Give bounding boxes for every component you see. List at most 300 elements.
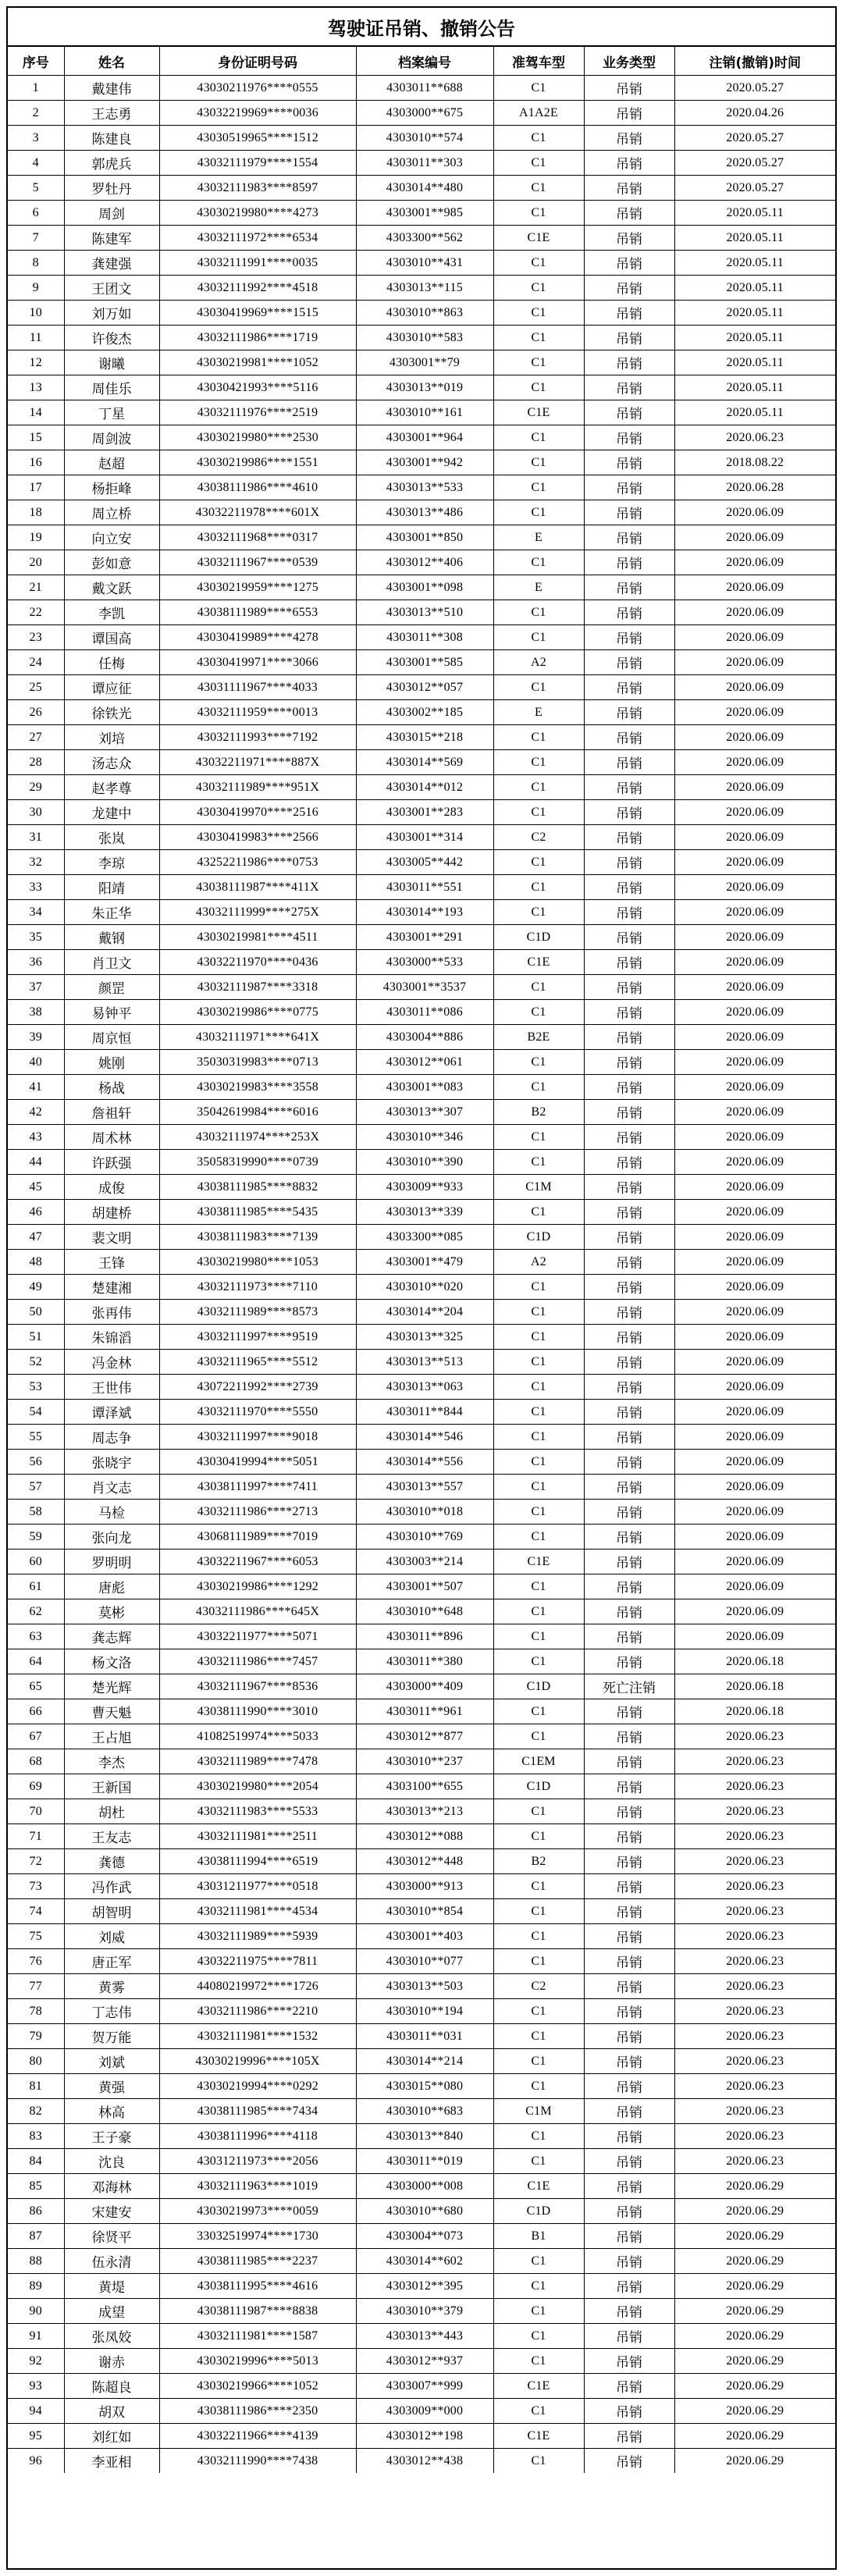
cell-id-number: 43038111985****2237: [159, 2249, 356, 2274]
cell-name: 莫彬: [64, 1599, 159, 1624]
cell-id-number: 43038111995****4616: [159, 2274, 356, 2299]
cell-file-number: 4303001**479: [356, 1250, 493, 1275]
cell-file-number: 4303014**556: [356, 1450, 493, 1475]
table-row: [8, 2374, 835, 2399]
cell-business-type: 吊销: [584, 1849, 674, 1874]
cell-file-number: 4303013**840: [356, 2124, 493, 2149]
cell-revocation-date: 2020.06.09: [674, 675, 835, 700]
cell-file-number: 4303013**019: [356, 375, 493, 400]
cell-index: 92: [8, 2349, 64, 2374]
cell-id-number: 43032111965****5512: [159, 1350, 356, 1375]
cell-revocation-date: 2020.06.09: [674, 1624, 835, 1649]
cell-file-number: 4303000**409: [356, 1674, 493, 1699]
cell-id-number: 43032111968****0317: [159, 525, 356, 550]
cell-index: 96: [8, 2449, 64, 2474]
cell-file-number: 4303010**683: [356, 2099, 493, 2124]
cell-name: 李杰: [64, 1749, 159, 1774]
cell-vehicle-class: C1: [493, 1000, 584, 1025]
cell-name: 楚建湘: [64, 1275, 159, 1300]
cell-id-number: 43030219994****0292: [159, 2074, 356, 2099]
cell-vehicle-class: C1: [493, 1075, 584, 1100]
cell-name: 彭如意: [64, 550, 159, 575]
cell-business-type: 吊销: [584, 1924, 674, 1949]
cell-index: 22: [8, 600, 64, 625]
cell-id-number: 43030219986****1292: [159, 1574, 356, 1599]
cell-revocation-date: 2020.06.23: [674, 1974, 835, 1999]
cell-index: 13: [8, 375, 64, 400]
cell-file-number: 4303010**680: [356, 2199, 493, 2224]
cell-file-number: 4303011**551: [356, 875, 493, 900]
cell-vehicle-class: C1D: [493, 1774, 584, 1799]
cell-vehicle-class: E: [493, 575, 584, 600]
cell-revocation-date: 2020.06.09: [674, 1075, 835, 1100]
cell-index: 55: [8, 1425, 64, 1450]
cell-file-number: 4303014**569: [356, 750, 493, 775]
cell-index: 63: [8, 1624, 64, 1649]
cell-business-type: 吊销: [584, 350, 674, 375]
cell-file-number: 4303014**012: [356, 775, 493, 800]
cell-file-number: 4303013**443: [356, 2324, 493, 2349]
cell-name: 成俊: [64, 1175, 159, 1200]
cell-id-number: 43032219969****0036: [159, 101, 356, 126]
cell-vehicle-class: C1: [493, 900, 584, 925]
cell-vehicle-class: C1: [493, 375, 584, 400]
cell-vehicle-class: C1: [493, 1525, 584, 1550]
cell-index: 10: [8, 301, 64, 326]
cell-revocation-date: 2020.06.09: [674, 1275, 835, 1300]
cell-revocation-date: 2020.06.23: [674, 1824, 835, 1849]
cell-revocation-date: 2020.06.23: [674, 1924, 835, 1949]
cell-id-number: 43038111986****2350: [159, 2399, 356, 2424]
cell-name: 赵超: [64, 450, 159, 475]
cell-index: 69: [8, 1774, 64, 1799]
cell-index: 81: [8, 2074, 64, 2099]
cell-file-number: 4303012**395: [356, 2274, 493, 2299]
cell-file-number: 4303013**513: [356, 1350, 493, 1375]
cell-index: 14: [8, 400, 64, 425]
cell-business-type: 吊销: [584, 1824, 674, 1849]
cell-vehicle-class: C1: [493, 276, 584, 301]
cell-id-number: 35042619984****6016: [159, 1100, 356, 1125]
cell-id-number: 43032111967****0539: [159, 550, 356, 575]
cell-id-number: 43032111971****641X: [159, 1025, 356, 1050]
cell-id-number: 44080219972****1726: [159, 1974, 356, 1999]
cell-file-number: 4303001**942: [356, 450, 493, 475]
cell-index: 3: [8, 126, 64, 151]
cell-index: 67: [8, 1724, 64, 1749]
cell-business-type: 吊销: [584, 176, 674, 201]
cell-business-type: 吊销: [584, 1974, 674, 1999]
cell-file-number: 4303013**486: [356, 500, 493, 525]
table-row: [8, 725, 835, 750]
cell-revocation-date: 2020.06.09: [674, 1599, 835, 1624]
cell-file-number: 4303014**602: [356, 2249, 493, 2274]
cell-business-type: 吊销: [584, 2299, 674, 2324]
cell-vehicle-class: C1: [493, 1150, 584, 1175]
cell-file-number: 4303009**933: [356, 1175, 493, 1200]
cell-index: 35: [8, 925, 64, 950]
cell-vehicle-class: C1: [493, 2324, 584, 2349]
cell-name: 胡杜: [64, 1799, 159, 1824]
cell-file-number: 4303011**303: [356, 151, 493, 176]
cell-file-number: 4303010**077: [356, 1949, 493, 1974]
cell-file-number: 4303013**510: [356, 600, 493, 625]
table-row: [8, 1774, 835, 1799]
cell-vehicle-class: C1: [493, 1500, 584, 1525]
cell-name: 宋建安: [64, 2199, 159, 2224]
table-row: [8, 251, 835, 276]
cell-index: 16: [8, 450, 64, 475]
cell-vehicle-class: C1: [493, 1300, 584, 1325]
cell-business-type: 吊销: [584, 326, 674, 350]
cell-id-number: 43030419970****2516: [159, 800, 356, 825]
table-row: [8, 2149, 835, 2174]
cell-name: 汤志众: [64, 750, 159, 775]
cell-revocation-date: 2020.06.29: [674, 2349, 835, 2374]
cell-name: 周术林: [64, 1125, 159, 1150]
cell-vehicle-class: C1E: [493, 226, 584, 251]
cell-vehicle-class: C1: [493, 2074, 584, 2099]
cell-index: 82: [8, 2099, 64, 2124]
cell-revocation-date: 2020.06.29: [674, 2249, 835, 2274]
cell-vehicle-class: C2: [493, 1974, 584, 1999]
cell-business-type: 吊销: [584, 775, 674, 800]
header-index: 序号: [8, 47, 64, 76]
cell-revocation-date: 2020.06.29: [674, 2324, 835, 2349]
cell-file-number: 4303001**850: [356, 525, 493, 550]
cell-business-type: 吊销: [584, 625, 674, 650]
table-row: [8, 2049, 835, 2074]
cell-vehicle-class: C1: [493, 201, 584, 226]
cell-vehicle-class: C1: [493, 176, 584, 201]
cell-revocation-date: 2020.06.18: [674, 1699, 835, 1724]
table-row: [8, 1425, 835, 1450]
cell-revocation-date: 2020.06.18: [674, 1649, 835, 1674]
cell-name: 张岚: [64, 825, 159, 850]
table-row: [8, 1325, 835, 1350]
cell-vehicle-class: C1: [493, 1275, 584, 1300]
cell-revocation-date: 2020.06.29: [674, 2224, 835, 2249]
cell-vehicle-class: C1M: [493, 2099, 584, 2124]
cell-file-number: 4303010**854: [356, 1899, 493, 1924]
cell-business-type: 吊销: [584, 2174, 674, 2199]
cell-business-type: 吊销: [584, 825, 674, 850]
table-row: [8, 575, 835, 600]
cell-revocation-date: 2020.06.09: [674, 1200, 835, 1225]
cell-index: 51: [8, 1325, 64, 1350]
cell-vehicle-class: C1: [493, 126, 584, 151]
cell-file-number: 4303001**985: [356, 201, 493, 226]
cell-revocation-date: 2020.06.09: [674, 550, 835, 575]
cell-name: 王志勇: [64, 101, 159, 126]
cell-business-type: 吊销: [584, 1300, 674, 1325]
cell-vehicle-class: C1: [493, 1924, 584, 1949]
cell-vehicle-class: C1E: [493, 400, 584, 425]
table-row: [8, 1724, 835, 1749]
cell-business-type: 吊销: [584, 1150, 674, 1175]
table-row: [8, 800, 835, 825]
cell-id-number: 41082519974****5033: [159, 1724, 356, 1749]
cell-business-type: 吊销: [584, 1749, 674, 1774]
table-row: [8, 1849, 835, 1874]
table-row: [8, 1250, 835, 1275]
cell-revocation-date: 2020.06.09: [674, 725, 835, 750]
cell-index: 11: [8, 326, 64, 350]
cell-index: 64: [8, 1649, 64, 1674]
table-row: [8, 2299, 835, 2324]
cell-business-type: 吊销: [584, 2249, 674, 2274]
cell-index: 68: [8, 1749, 64, 1774]
cell-vehicle-class: C1: [493, 1699, 584, 1724]
cell-business-type: 吊销: [584, 1050, 674, 1075]
cell-vehicle-class: C1: [493, 251, 584, 276]
cell-name: 刘红如: [64, 2424, 159, 2449]
cell-business-type: 吊销: [584, 375, 674, 400]
cell-name: 罗牡丹: [64, 176, 159, 201]
cell-file-number: 4303013**325: [356, 1325, 493, 1350]
cell-business-type: 吊销: [584, 1500, 674, 1525]
cell-revocation-date: 2020.04.26: [674, 101, 835, 126]
cell-vehicle-class: C1: [493, 1375, 584, 1400]
cell-id-number: 43030219983****3558: [159, 1075, 356, 1100]
cell-vehicle-class: C1E: [493, 2374, 584, 2399]
cell-id-number: 43030419983****2566: [159, 825, 356, 850]
cell-name: 姚刚: [64, 1050, 159, 1075]
cell-name: 龚德: [64, 1849, 159, 1874]
cell-vehicle-class: C1D: [493, 2199, 584, 2224]
cell-id-number: 43030219959****1275: [159, 575, 356, 600]
cell-index: 19: [8, 525, 64, 550]
cell-revocation-date: 2020.06.23: [674, 1849, 835, 1874]
cell-business-type: 吊销: [584, 575, 674, 600]
cell-file-number: 4303010**574: [356, 126, 493, 151]
cell-name: 张再伟: [64, 1300, 159, 1325]
cell-id-number: 43038111990****3010: [159, 1699, 356, 1724]
cell-business-type: 吊销: [584, 2074, 674, 2099]
cell-name: 周剑: [64, 201, 159, 226]
cell-business-type: 吊销: [584, 2274, 674, 2299]
cell-revocation-date: 2020.05.11: [674, 400, 835, 425]
table-row: [8, 1025, 835, 1050]
cell-vehicle-class: C1: [493, 450, 584, 475]
cell-index: 48: [8, 1250, 64, 1275]
cell-id-number: 43031111967****4033: [159, 675, 356, 700]
cell-name: 刘万如: [64, 301, 159, 326]
cell-index: 36: [8, 950, 64, 975]
cell-file-number: 4303010**431: [356, 251, 493, 276]
cell-revocation-date: 2020.06.09: [674, 925, 835, 950]
cell-revocation-date: 2020.06.23: [674, 1949, 835, 1974]
cell-file-number: 4303100**655: [356, 1774, 493, 1799]
cell-id-number: 43032111970****5550: [159, 1400, 356, 1425]
table-row: [8, 276, 835, 301]
cell-id-number: 43032111974****253X: [159, 1125, 356, 1150]
cell-vehicle-class: C1: [493, 2149, 584, 2174]
table-row: [8, 1624, 835, 1649]
cell-id-number: 43030421993****5116: [159, 375, 356, 400]
cell-index: 89: [8, 2274, 64, 2299]
cell-revocation-date: 2020.06.29: [674, 2174, 835, 2199]
cell-vehicle-class: C1: [493, 1824, 584, 1849]
cell-file-number: 4303014**480: [356, 176, 493, 201]
cell-business-type: 吊销: [584, 1574, 674, 1599]
cell-business-type: 吊销: [584, 2199, 674, 2224]
cell-vehicle-class: C1: [493, 1999, 584, 2024]
cell-name: 谢赤: [64, 2349, 159, 2374]
cell-name: 龚志辉: [64, 1624, 159, 1649]
cell-index: 84: [8, 2149, 64, 2174]
cell-index: 38: [8, 1000, 64, 1025]
cell-name: 谭应征: [64, 675, 159, 700]
cell-file-number: 4303007**999: [356, 2374, 493, 2399]
cell-index: 88: [8, 2249, 64, 2274]
header-vehicle-class: 准驾车型: [493, 47, 584, 76]
cell-vehicle-class: C1E: [493, 950, 584, 975]
cell-business-type: 吊销: [584, 700, 674, 725]
table-row: [8, 151, 835, 176]
cell-vehicle-class: B2: [493, 1849, 584, 1874]
cell-revocation-date: 2020.06.09: [674, 1350, 835, 1375]
cell-vehicle-class: A2: [493, 650, 584, 675]
table-row: [8, 2099, 835, 2124]
cell-business-type: 吊销: [584, 2399, 674, 2424]
cell-id-number: 43030219986****0775: [159, 1000, 356, 1025]
cell-name: 王子豪: [64, 2124, 159, 2149]
cell-index: 27: [8, 725, 64, 750]
cell-file-number: 4303013**533: [356, 475, 493, 500]
cell-id-number: 43032111986****2210: [159, 1999, 356, 2024]
table-row: [8, 900, 835, 925]
cell-business-type: 吊销: [584, 1025, 674, 1050]
cell-file-number: 4303004**886: [356, 1025, 493, 1050]
cell-name: 黄堤: [64, 2274, 159, 2299]
cell-index: 71: [8, 1824, 64, 1849]
cell-file-number: 4303300**562: [356, 226, 493, 251]
cell-revocation-date: 2020.06.09: [674, 975, 835, 1000]
cell-file-number: 4303000**675: [356, 101, 493, 126]
table-row: [8, 1500, 835, 1525]
cell-name: 赵孝尊: [64, 775, 159, 800]
table-row: [8, 550, 835, 575]
table-row: [8, 1949, 835, 1974]
cell-name: 张凤姣: [64, 2324, 159, 2349]
cell-name: 胡双: [64, 2399, 159, 2424]
cell-index: 56: [8, 1450, 64, 1475]
cell-business-type: 吊销: [584, 126, 674, 151]
cell-index: 30: [8, 800, 64, 825]
cell-index: 61: [8, 1574, 64, 1599]
cell-vehicle-class: C1: [493, 1724, 584, 1749]
cell-vehicle-class: C1: [493, 1599, 584, 1624]
cell-vehicle-class: C1: [493, 326, 584, 350]
cell-revocation-date: 2020.05.11: [674, 375, 835, 400]
cell-business-type: 吊销: [584, 1550, 674, 1574]
cell-business-type: 吊销: [584, 151, 674, 176]
table-row: [8, 1999, 835, 2024]
cell-index: 2: [8, 101, 64, 126]
table-row: [8, 1275, 835, 1300]
cell-vehicle-class: C1: [493, 301, 584, 326]
cell-name: 冯金林: [64, 1350, 159, 1375]
cell-revocation-date: 2020.05.11: [674, 301, 835, 326]
cell-business-type: 吊销: [584, 550, 674, 575]
cell-vehicle-class: C1: [493, 2299, 584, 2324]
cell-index: 74: [8, 1899, 64, 1924]
cell-id-number: 43030219980****1053: [159, 1250, 356, 1275]
cell-name: 王友志: [64, 1824, 159, 1849]
cell-id-number: 43068111989****7019: [159, 1525, 356, 1550]
cell-vehicle-class: C1: [493, 1050, 584, 1075]
cell-id-number: 43038111989****6553: [159, 600, 356, 625]
cell-business-type: 吊销: [584, 201, 674, 226]
cell-id-number: 43030419994****5051: [159, 1450, 356, 1475]
cell-vehicle-class: E: [493, 700, 584, 725]
cell-name: 沈良: [64, 2149, 159, 2174]
cell-index: 94: [8, 2399, 64, 2424]
cell-file-number: 4303011**896: [356, 1624, 493, 1649]
cell-revocation-date: 2020.05.11: [674, 326, 835, 350]
cell-index: 6: [8, 201, 64, 226]
table-row: [8, 400, 835, 425]
cell-business-type: 吊销: [584, 475, 674, 500]
cell-index: 87: [8, 2224, 64, 2249]
cell-index: 78: [8, 1999, 64, 2024]
cell-revocation-date: 2020.06.09: [674, 900, 835, 925]
cell-id-number: 43032211977****5071: [159, 1624, 356, 1649]
cell-revocation-date: 2020.06.23: [674, 1999, 835, 2024]
cell-name: 戴建伟: [64, 76, 159, 101]
cell-vehicle-class: B1: [493, 2224, 584, 2249]
cell-index: 46: [8, 1200, 64, 1225]
cell-index: 7: [8, 226, 64, 251]
cell-name: 周立桥: [64, 500, 159, 525]
cell-business-type: 吊销: [584, 1225, 674, 1250]
cell-file-number: 4303012**877: [356, 1724, 493, 1749]
cell-id-number: 43030219973****0059: [159, 2199, 356, 2224]
cell-vehicle-class: E: [493, 525, 584, 550]
table-row: [8, 650, 835, 675]
cell-id-number: 43032211966****4139: [159, 2424, 356, 2449]
cell-name: 黄雾: [64, 1974, 159, 1999]
cell-revocation-date: 2020.06.29: [674, 2449, 835, 2474]
table-row: [8, 2424, 835, 2449]
cell-index: 25: [8, 675, 64, 700]
cell-id-number: 35058319990****0739: [159, 1150, 356, 1175]
cell-vehicle-class: C1: [493, 1400, 584, 1425]
cell-name: 朱正华: [64, 900, 159, 925]
cell-file-number: 4303001**098: [356, 575, 493, 600]
cell-revocation-date: 2020.06.09: [674, 1100, 835, 1125]
cell-vehicle-class: C1: [493, 1125, 584, 1150]
cell-id-number: 43032111986****2713: [159, 1500, 356, 1525]
cell-name: 李琼: [64, 850, 159, 875]
cell-file-number: 4303001**3537: [356, 975, 493, 1000]
cell-id-number: 43032111976****2519: [159, 400, 356, 425]
table-row: [8, 425, 835, 450]
cell-vehicle-class: C1: [493, 1350, 584, 1375]
cell-revocation-date: 2020.06.29: [674, 2374, 835, 2399]
cell-vehicle-class: C1: [493, 850, 584, 875]
cell-business-type: 吊销: [584, 1100, 674, 1125]
cell-id-number: 43032111987****3318: [159, 975, 356, 1000]
cell-name: 李亚相: [64, 2449, 159, 2474]
cell-id-number: 43032211970****0436: [159, 950, 356, 975]
cell-business-type: 吊销: [584, 1075, 674, 1100]
cell-index: 20: [8, 550, 64, 575]
cell-vehicle-class: C1: [493, 725, 584, 750]
cell-name: 戴钢: [64, 925, 159, 950]
cell-business-type: 吊销: [584, 1874, 674, 1899]
